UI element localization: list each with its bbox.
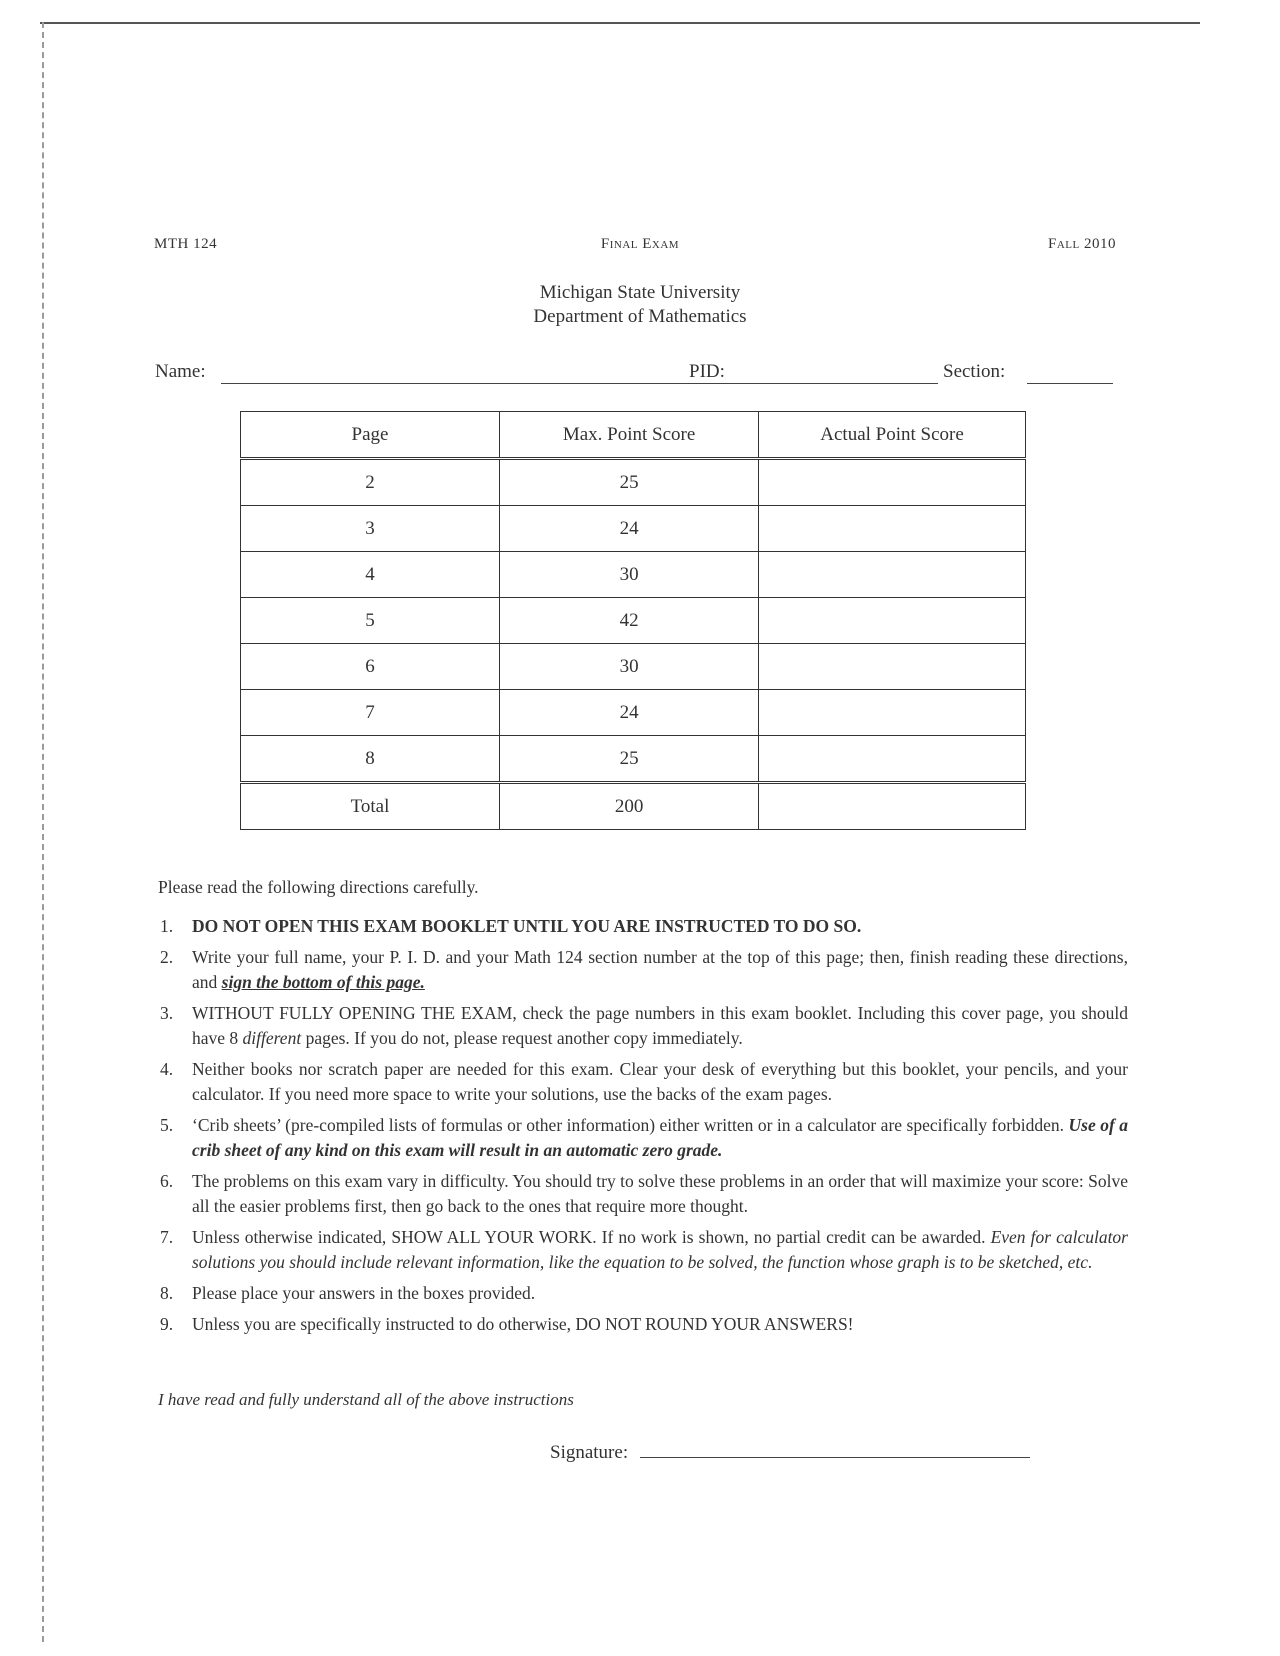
total-max-cell: 200 xyxy=(500,783,759,830)
page-cell: 2 xyxy=(241,459,500,506)
score-table-header xyxy=(241,412,1026,459)
direction-text: Neither books nor scratch paper are needed for this exam. Clear your desk of everything but this booklet, your pencils, and your calculator. If you need more space to write your solutions, use the backs of the exam pages. xyxy=(192,1059,1128,1104)
student-info-fields xyxy=(155,361,1115,391)
top-border xyxy=(40,22,1200,24)
table-row xyxy=(241,736,1026,783)
direction-text-cont: pages. If you do not, please request another copy immediately. xyxy=(301,1028,743,1048)
actual-score-cell[interactable] xyxy=(759,598,1026,644)
direction-number: 7. xyxy=(160,1227,174,1247)
department-name: Department of Mathematics xyxy=(533,306,747,327)
signature-field[interactable] xyxy=(640,1456,1030,1458)
pid-field[interactable] xyxy=(768,383,938,384)
page-cell: 5 xyxy=(241,598,500,644)
direction-number: 4. xyxy=(160,1059,174,1079)
direction-emphasis: Even for calculator solutions you should include relevant information, like the equation to be solved, the function whose graph is to be sketched, etc. xyxy=(192,1227,1128,1272)
direction-text: WITHOUT FULLY OPENING THE EXAM, check the page numbers in this exam booklet. Including this cover page, you should have 8 xyxy=(192,1003,1128,1048)
section-field[interactable] xyxy=(1027,383,1113,384)
direction-item xyxy=(158,945,1128,995)
column-header-page: Page xyxy=(241,412,500,459)
direction-item xyxy=(158,1057,1128,1107)
direction-emphasis: Use of a crib sheet of any kind on this exam will result in an automatic zero grade. xyxy=(192,1115,1128,1160)
direction-text: Unless otherwise indicated, SHOW ALL YOUR WORK. If no work is shown, no partial credit can be awarded. xyxy=(192,1227,991,1247)
page-cell: 8 xyxy=(241,736,500,783)
max-score-cell: 42 xyxy=(500,598,759,644)
section-label: Section: xyxy=(943,361,1006,382)
page-cell: 3 xyxy=(241,506,500,552)
direction-text: Unless you are specifically instructed to do otherwise, DO NOT ROUND YOUR ANSWERS! xyxy=(192,1314,854,1334)
direction-emphasis: sign the bottom of this page. xyxy=(221,972,425,992)
max-score-cell: 24 xyxy=(500,690,759,736)
table-row xyxy=(241,506,1026,552)
acknowledgement-text: I have read and fully understand all of the above instructions xyxy=(158,1390,574,1409)
direction-item xyxy=(158,1001,1128,1051)
table-row xyxy=(241,598,1026,644)
page-cell: 6 xyxy=(241,644,500,690)
table-row xyxy=(241,690,1026,736)
direction-item xyxy=(158,1281,1128,1306)
direction-item xyxy=(158,1225,1128,1275)
actual-score-cell[interactable] xyxy=(759,459,1026,506)
total-actual-cell[interactable] xyxy=(759,783,1026,830)
direction-item xyxy=(158,1312,1128,1337)
total-label-cell: Total xyxy=(241,783,500,830)
max-score-cell: 30 xyxy=(500,552,759,598)
direction-number: 6. xyxy=(160,1171,174,1191)
pid-label: PID: xyxy=(683,361,731,383)
column-header-max: Max. Point Score xyxy=(500,412,759,459)
max-score-cell: 25 xyxy=(500,736,759,783)
name-field[interactable] xyxy=(221,383,821,384)
direction-number: 2. xyxy=(160,947,174,967)
actual-score-cell[interactable] xyxy=(759,552,1026,598)
max-score-cell: 30 xyxy=(500,644,759,690)
direction-text: Write your full name, your P. I. D. and your Math 124 section number at the top of this page; then, finish reading these directions, and xyxy=(192,947,1128,992)
direction-item xyxy=(158,1113,1128,1163)
page-cell: 7 xyxy=(241,690,500,736)
actual-score-cell[interactable] xyxy=(759,690,1026,736)
score-table xyxy=(240,411,1026,830)
actual-score-cell[interactable] xyxy=(759,506,1026,552)
exam-title: Final Exam xyxy=(600,236,680,252)
direction-item xyxy=(158,914,1128,939)
directions-intro: Please read the following directions carefully. xyxy=(158,877,479,897)
direction-emphasis: different xyxy=(242,1028,302,1048)
max-score-cell: 24 xyxy=(500,506,759,552)
table-row xyxy=(241,552,1026,598)
direction-number: 5. xyxy=(160,1115,174,1135)
exam-term: Fall 2010 xyxy=(1048,236,1116,252)
table-row xyxy=(241,459,1026,506)
signature-label: Signature: xyxy=(550,1442,629,1463)
table-row xyxy=(241,644,1026,690)
column-header-actual: Actual Point Score xyxy=(759,412,1026,459)
course-code: MTH 124 xyxy=(154,236,218,252)
directions-list xyxy=(158,914,1128,1337)
institution-block xyxy=(0,281,1280,329)
direction-number: 9. xyxy=(160,1314,174,1334)
signature-block xyxy=(550,1442,1030,1464)
total-row xyxy=(241,783,1026,830)
left-scan-edge xyxy=(42,22,44,1642)
direction-text: Please place your answers in the boxes provided. xyxy=(192,1283,536,1303)
page-cell: 4 xyxy=(241,552,500,598)
direction-text: ‘Crib sheets’ (pre-compiled lists of formulas or other information) either written or in a calculator are specifically forbidden. xyxy=(192,1115,1069,1135)
direction-number: 8. xyxy=(160,1283,174,1303)
direction-item xyxy=(158,1169,1128,1219)
actual-score-cell[interactable] xyxy=(759,644,1026,690)
max-score-cell: 25 xyxy=(500,459,759,506)
actual-score-cell[interactable] xyxy=(759,736,1026,783)
direction-text: The problems on this exam vary in difficulty. You should try to solve these problems in an order that will maximize your score: Solve all the easier problems first, then go back to the ones that require more thought. xyxy=(192,1171,1128,1216)
direction-number: 3. xyxy=(160,1003,174,1023)
name-label: Name: xyxy=(155,361,206,382)
directions-block xyxy=(158,877,1128,1343)
university-name: Michigan State University xyxy=(539,282,741,303)
direction-text: DO NOT OPEN THIS EXAM BOOKLET UNTIL YOU ARE INSTRUCTED TO DO SO. xyxy=(192,916,862,936)
direction-number: 1. xyxy=(160,916,174,936)
